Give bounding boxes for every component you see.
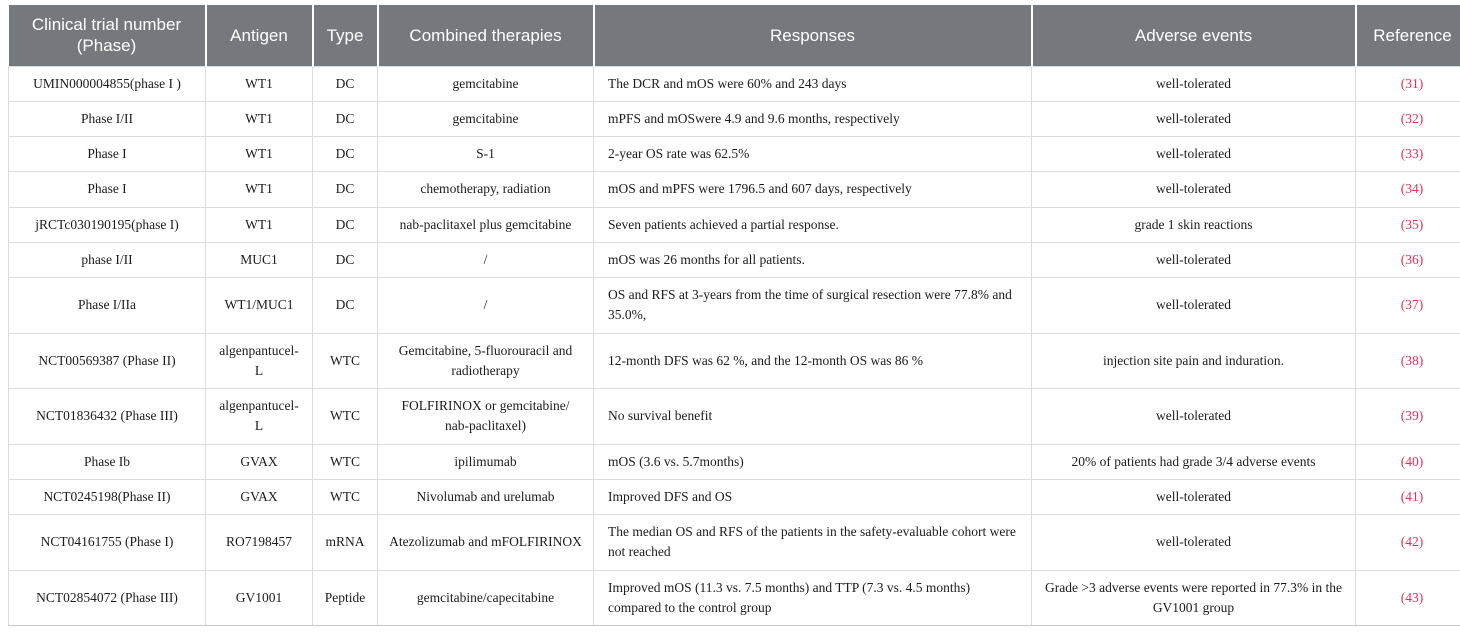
cell-antigen: MUC1 [206,242,313,277]
cell-reference: (33) [1356,137,1460,172]
column-header-therapies: Combined therapies [378,5,594,66]
table-row [9,101,1460,136]
table-row [9,207,1460,242]
cell-adverse: well-tolerated [1032,137,1356,172]
cell-type: DC [313,172,378,207]
column-header-adverse: Adverse events [1032,5,1356,66]
cell-responses: OS and RFS at 3-years from the time of surgical resection were 77.8% and 35.0%, [594,278,1032,334]
cell-reference: (40) [1356,444,1460,479]
cell-therapies: S-1 [378,137,594,172]
cell-trial: phase I/II [9,242,206,277]
cell-antigen: WT1 [206,66,313,101]
cell-adverse: well-tolerated [1032,172,1356,207]
cell-therapies: gemcitabine [378,101,594,136]
cell-adverse: well-tolerated [1032,242,1356,277]
cell-responses: mPFS and mOSwere 4.9 and 9.6 months, respectively [594,101,1032,136]
cell-trial: Phase I [9,172,206,207]
cell-adverse: well-tolerated [1032,66,1356,101]
cell-type: DC [313,242,378,277]
cell-reference: (42) [1356,515,1460,571]
cell-trial: NCT02854072 (Phase III) [9,570,206,626]
table-row [9,66,1460,101]
column-header-antigen: Antigen [206,5,313,66]
cell-trial: NCT04161755 (Phase I) [9,515,206,571]
cell-trial: jRCTc030190195(phase I) [9,207,206,242]
cell-therapies: FOLFIRINOX or gemcitabine/ nab-paclitaxel) [378,389,594,445]
cell-adverse: Grade >3 adverse events were reported in 77.3% in the GV1001 group [1032,570,1356,626]
cell-therapies: / [378,278,594,334]
cell-responses: Improved mOS (11.3 vs. 7.5 months) and TTP (7.3 vs. 4.5 months) compared to the control group [594,570,1032,626]
table-body [9,66,1460,626]
table-row [9,137,1460,172]
cell-type: DC [313,278,378,334]
cell-reference: (37) [1356,278,1460,334]
cell-therapies: / [378,242,594,277]
column-header-type: Type [313,5,378,66]
cell-responses: mOS and mPFS were 1796.5 and 607 days, respectively [594,172,1032,207]
cell-responses: mOS was 26 months for all patients. [594,242,1032,277]
cell-trial: Phase I/IIa [9,278,206,334]
cell-adverse: well-tolerated [1032,278,1356,334]
cell-antigen: GVAX [206,479,313,514]
cell-reference: (43) [1356,570,1460,626]
column-header-reference: Reference [1356,5,1460,66]
cell-antigen: WT1/MUC1 [206,278,313,334]
table-row [9,389,1460,445]
cell-responses: 2-year OS rate was 62.5% [594,137,1032,172]
cell-antigen: GV1001 [206,570,313,626]
cell-therapies: Atezolizumab and mFOLFIRINOX [378,515,594,571]
cell-therapies: ipilimumab [378,444,594,479]
cell-responses: Seven patients achieved a partial response. [594,207,1032,242]
cell-type: WTC [313,333,378,389]
cell-adverse: well-tolerated [1032,101,1356,136]
cell-type: DC [313,66,378,101]
cell-responses: mOS (3.6 vs. 5.7months) [594,444,1032,479]
cell-antigen: GVAX [206,444,313,479]
cell-therapies: gemcitabine/capecitabine [378,570,594,626]
table-row [9,278,1460,334]
cell-adverse: well-tolerated [1032,479,1356,514]
cell-therapies: Gemcitabine, 5-fluorouracil and radiotherapy [378,333,594,389]
cell-reference: (31) [1356,66,1460,101]
cell-responses: No survival benefit [594,389,1032,445]
cell-antigen: RO7198457 [206,515,313,571]
cell-reference: (32) [1356,101,1460,136]
cell-type: WTC [313,389,378,445]
cell-trial: Phase Ib [9,444,206,479]
table-row [9,479,1460,514]
cell-adverse: injection site pain and induration. [1032,333,1356,389]
cell-therapies: nab-paclitaxel plus gemcitabine [378,207,594,242]
cell-therapies: chemotherapy, radiation [378,172,594,207]
cell-antigen: WT1 [206,207,313,242]
cell-type: WTC [313,444,378,479]
cell-type: Peptide [313,570,378,626]
cell-antigen: WT1 [206,172,313,207]
cell-trial: Phase I [9,137,206,172]
cell-responses: 12-month DFS was 62 %, and the 12-month OS was 86 % [594,333,1032,389]
cell-reference: (35) [1356,207,1460,242]
column-header-responses: Responses [594,5,1032,66]
cell-trial: NCT0245198(Phase II) [9,479,206,514]
cell-therapies: Nivolumab and urelumab [378,479,594,514]
cell-responses: The DCR and mOS were 60% and 243 days [594,66,1032,101]
clinical-trials-table [8,5,1460,626]
cell-trial: NCT01836432 (Phase III) [9,389,206,445]
table-row [9,444,1460,479]
cell-trial: UMIN000004855(phase I ) [9,66,206,101]
column-header-trial: Clinical trial number (Phase) [9,5,206,66]
cell-antigen: WT1 [206,101,313,136]
cell-adverse: 20% of patients had grade 3/4 adverse events [1032,444,1356,479]
cell-trial: Phase I/II [9,101,206,136]
cell-antigen: algenpantucel-L [206,389,313,445]
cell-type: mRNA [313,515,378,571]
cell-responses: The median OS and RFS of the patients in the safety-evaluable cohort were not reached [594,515,1032,571]
table-row [9,242,1460,277]
cell-adverse: grade 1 skin reactions [1032,207,1356,242]
cell-type: DC [313,207,378,242]
cell-adverse: well-tolerated [1032,515,1356,571]
cell-reference: (41) [1356,479,1460,514]
cell-reference: (39) [1356,389,1460,445]
cell-type: DC [313,137,378,172]
table-row [9,172,1460,207]
cell-therapies: gemcitabine [378,66,594,101]
table-header [9,5,1460,66]
cell-reference: (34) [1356,172,1460,207]
cell-reference: (38) [1356,333,1460,389]
cell-antigen: WT1 [206,137,313,172]
cell-adverse: well-tolerated [1032,389,1356,445]
table-row [9,515,1460,571]
cell-trial: NCT00569387 (Phase II) [9,333,206,389]
cell-reference: (36) [1356,242,1460,277]
cell-type: WTC [313,479,378,514]
header-row [9,5,1460,66]
cell-type: DC [313,101,378,136]
table-row [9,333,1460,389]
cell-responses: Improved DFS and OS [594,479,1032,514]
cell-antigen: algenpantucel-L [206,333,313,389]
table-row [9,570,1460,626]
